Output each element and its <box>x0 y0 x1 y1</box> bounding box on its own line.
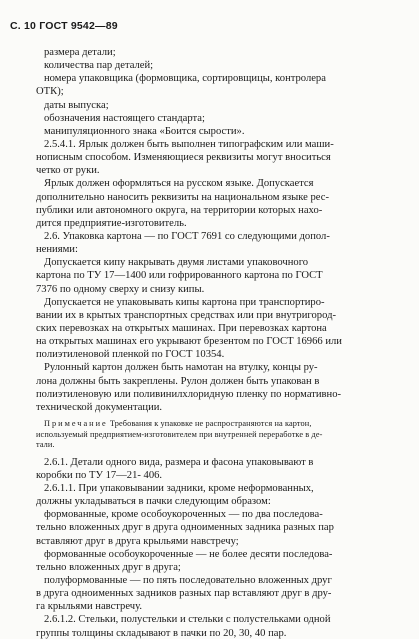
text-line: дится предприятие-изготовитель. <box>36 217 187 229</box>
text-line: дополнительно наносить реквизиты на национальном языке рес- <box>36 191 329 203</box>
text-line: ОТК); <box>36 86 64 98</box>
text-line: 7376 по одному сверху и снизу кипы. <box>36 283 205 295</box>
text-line: обозначения настоящего стандарта; <box>44 112 205 124</box>
text-line: Рулонный картон должен быть намотан на втулку, концы ру- <box>44 362 318 374</box>
text-line: технической документации. <box>36 401 163 413</box>
text-line: полиэтиленовой пленкой по ГОСТ 10354. <box>36 349 225 361</box>
text-line: ских перевозках на открытых машинах. При перевозках картона <box>36 322 327 334</box>
text-line: публики или автономного округа, на территории которых нахо- <box>36 204 323 216</box>
note-line: используемый предприятием-изготовителем при внутренней переработке в де- <box>36 429 323 439</box>
note-line: Требования к упаковке не распространяются на картон, <box>107 418 312 428</box>
text-line: га крыльями навстречу. <box>36 601 142 613</box>
text-line: вставляют друг в друга крыльями навстречу; <box>36 535 239 547</box>
text-line: полуформованные — по пять последовательно вложенных друг <box>44 574 332 586</box>
text-line: Ярлык должен оформляться на русском языке. Допускается <box>44 178 314 190</box>
text-line: Допускается не упаковывать кипы картона при транспортиро- <box>44 296 325 308</box>
clause-2-6: 2.6. Упаковка картона — по ГОСТ 7691 со следующими допол- <box>44 230 330 242</box>
clause-2-6-1: 2.6.1. Детали одного вида, размера и фасона упаковывают в <box>44 456 314 468</box>
text-line: в друга одноименных задников разных пар вставляют друг в дру- <box>36 588 332 600</box>
text-line: номера упаковщика (формовщика, сортировщицы, контролера <box>44 73 326 85</box>
note-block <box>36 419 400 451</box>
text-line: группы толщины складывают в пачки по 20, 30, 40 пар. <box>36 627 287 639</box>
text-line: четко от руки. <box>36 165 100 177</box>
text-line: манипуляционного знака «Боится сырости». <box>44 125 245 137</box>
text-line: лона должны быть закреплены. Рулон должен быть упакован в <box>36 375 320 387</box>
clause-2-6-1-2: 2.6.1.2. Стельки, полустельки и стельки с полустельками одной <box>44 614 331 626</box>
note-label: Примечание <box>44 418 108 428</box>
document-body <box>36 46 400 640</box>
text-line: нописным способом. Изменяющиеся реквизиты могут вноситься <box>36 152 331 164</box>
text-line: на открытых машинах его укрывают брезентом по ГОСТ 16966 или <box>36 336 342 348</box>
text-line: нениями: <box>36 244 78 256</box>
text-line: количества пар деталей; <box>44 60 154 72</box>
text-line: тельно вложенных друг в друга; <box>36 561 181 573</box>
text-line: полиэтиленовую или поливинилхлоридную пленку по нормативно- <box>36 388 342 400</box>
page-header: С. 10 ГОСТ 9542—89 <box>10 20 118 32</box>
text-line: коробки по ТУ 17—21- 406. <box>36 469 163 481</box>
text-line: вании их в крытых транспортных средствах или при внутригород- <box>36 309 336 321</box>
note-line: тали. <box>36 440 55 450</box>
text-line: Допускается кипу накрывать двумя листами упаковочного <box>44 257 309 269</box>
clause-2-6-1-1: 2.6.1.1. При упаковывании задники, кроме неформованных, <box>44 483 314 494</box>
text-line: формованные особоукороченные — не более десяти последова- <box>44 548 333 560</box>
text-line: формованные, кроме особоукороченных — по два последова- <box>44 509 323 521</box>
text-line: даты выпуска; <box>44 99 109 111</box>
text-line: размера детали; <box>44 47 116 58</box>
text-line: тельно вложенных друг в друга одноименных задника разных пар <box>36 522 334 534</box>
text-line: картона по ТУ 17—1400 или гофрированного картона по ГОСТ <box>36 270 323 282</box>
text-line: должны укладываться в пачки следующим образом: <box>36 496 271 508</box>
clause-2-5-4-1: 2.5.4.1. Ярлык должен быть выполнен типографским или маши- <box>44 138 334 150</box>
